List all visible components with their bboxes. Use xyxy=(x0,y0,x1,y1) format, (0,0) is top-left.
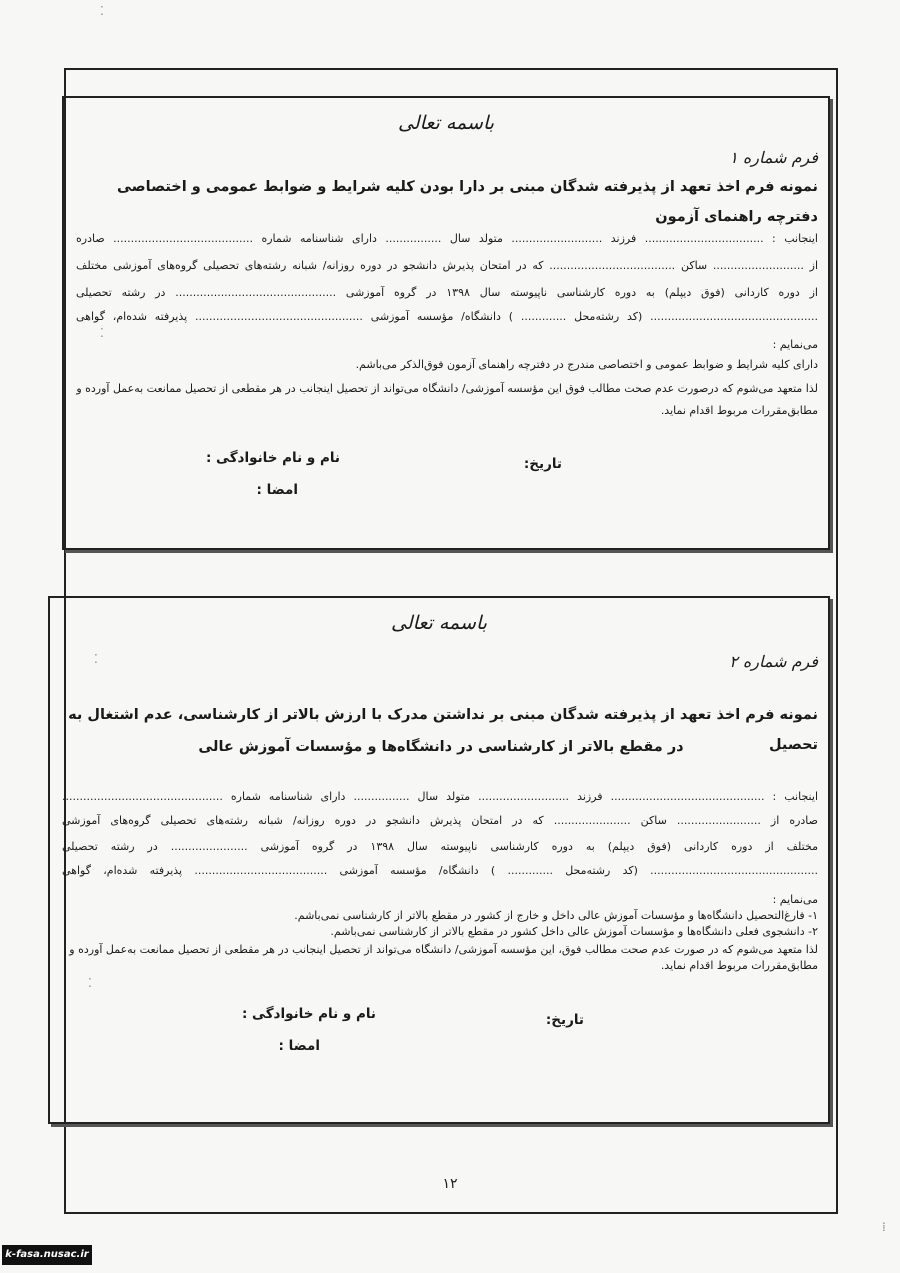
form1-name-label: نام و نام خانوادگی : xyxy=(205,450,340,466)
form1-box xyxy=(62,96,830,550)
form2-line-3: مختلف از دوره کاردانی (فوق دیپلم) به دوره کارشناسی ناپیوسته سال ۱۳۹۸ در گروه آموزشی ...................... در رشته تحصیلی xyxy=(62,840,818,853)
form1-certify-label: می‌نمایم : xyxy=(772,338,818,351)
scan-speck: ⁚ xyxy=(88,976,92,990)
form1-date-label: تاریخ: xyxy=(523,456,562,472)
watermark-badge: k-fasa.nusac.ir xyxy=(2,1245,92,1265)
form2-bismillah: باسمه تعالی xyxy=(390,612,488,634)
form2-box xyxy=(48,596,830,1124)
form1-bismillah: باسمه تعالی xyxy=(397,112,495,134)
form2-item-1: ۱- فارغ‌التحصیل دانشگاه‌ها و مؤسسات آموزش عالی داخل و خارج از کشور در مقطع بالاتر از کارشناسی نمی‌باشم. xyxy=(294,909,818,922)
form2-date-label: تاریخ: xyxy=(545,1012,584,1028)
form1-commitment: لذا متعهد می‌شوم که درصورت عدم صحت مطالب فوق این مؤسسه آموزشی/ دانشگاه می‌تواند از تحصیل اینجانب در هر مقطعی از تحصیل ممانعت به‌عمل آورده و مطابق‌مقررات مربوط اقدام نماید. xyxy=(76,382,818,417)
form2-line-2: صادره از ........................ ساکن ...................... که در امتحان پذیرش دانشجو در دوره روزانه/ شبانه رشته‌های تحصیلی گروه‌های آموزشی xyxy=(62,814,818,827)
form1-line-2: از .......................... ساکن .................................... که در امتحان پذیرش دانشجو در دوره روزانه/ شبانه رشته‌های تحصیلی گروه‌های آموزشی مختلف xyxy=(76,259,818,272)
scan-speck: ⁚ xyxy=(94,652,98,666)
scan-speck: ⁞ xyxy=(882,1220,886,1234)
form1-certify-text: دارای کلیه شرایط و ضوابط عمومی و اختصاصی مندرج در دفترچه راهنمای آزمون فوق‌الذکر می‌باشم. xyxy=(355,358,818,371)
scan-speck: ⁚ xyxy=(100,326,104,340)
form1-line-4: ................................................ (کد رشته‌محل ............. ) دانشگاه/ مؤسسه آموزشی ................................................ پذیرفته شده‌ام، گواهی xyxy=(76,310,818,323)
form1-line-1: اینجانب : .................................. فرزند .......................... متولد سال ................ دارای شناسنامه شماره ........................................ صادره xyxy=(76,232,818,245)
form2-title-line-1: نمونه فرم اخذ تعهد از پذیرفته شدگان مبنی بر نداشتن مدرک با ارزش بالاتر از کارشناسی، عدم اشتغال به تحصیل xyxy=(68,707,818,753)
form2-name-label: نام و نام خانوادگی : xyxy=(241,1006,376,1022)
form2-title-line-2: در مقطع بالاتر از کارشناسی در دانشگاه‌ها و مؤسسات آموزش عالی xyxy=(198,739,684,755)
form1-title: نمونه فرم اخذ تعهد از پذیرفته شدگان مبنی بر دارا بودن کلیه شرایط و ضوابط عمومی و اختصاصی دفترچه راهنمای آزمون xyxy=(116,179,818,225)
form1-sign-label: امضا : xyxy=(256,482,298,498)
form1-line-3: از دوره کاردانی (فوق دیپلم) به دوره کارشناسی ناپیوسته سال ۱۳۹۸ در گروه آموزشی .............................................. در رشته تحصیلی xyxy=(76,286,818,299)
form2-line-4: ................................................ (کد رشته‌محل ............. ) دانشگاه/ مؤسسه آموزشی ...................................... پذیرفته شده‌ام، گواهی xyxy=(62,864,818,877)
form2-number: فرم شماره ۲ xyxy=(729,652,818,671)
scan-speck: ⁚ xyxy=(100,4,104,18)
form2-certify-label: می‌نمایم : xyxy=(772,893,818,906)
form2-item-2: ۲- دانشجوی فعلی دانشگاه‌ها و مؤسسات آموزش عالی داخل کشور در مقطع بالاتر از کارشناسی نمی‌باشم. xyxy=(330,925,818,938)
form1-number: فرم شماره ۱ xyxy=(729,148,818,167)
page-number: ۱۲ xyxy=(442,1176,458,1192)
form2-line-1: اینجانب : ............................................ فرزند .......................... متولد سال ................ دارای شناسنامه شماره .............................................. xyxy=(62,790,818,803)
form2-sign-label: امضا : xyxy=(278,1038,320,1054)
form2-commitment: لذا متعهد می‌شوم که در صورت عدم صحت مطالب فوق، این مؤسسه آموزشی/ دانشگاه می‌تواند از تحصیل اینجانب در هر مقطعی از تحصیل ممانعت به‌عمل آورده و مطابق‌مقررات مربوط اقدام نماید. xyxy=(69,943,818,972)
